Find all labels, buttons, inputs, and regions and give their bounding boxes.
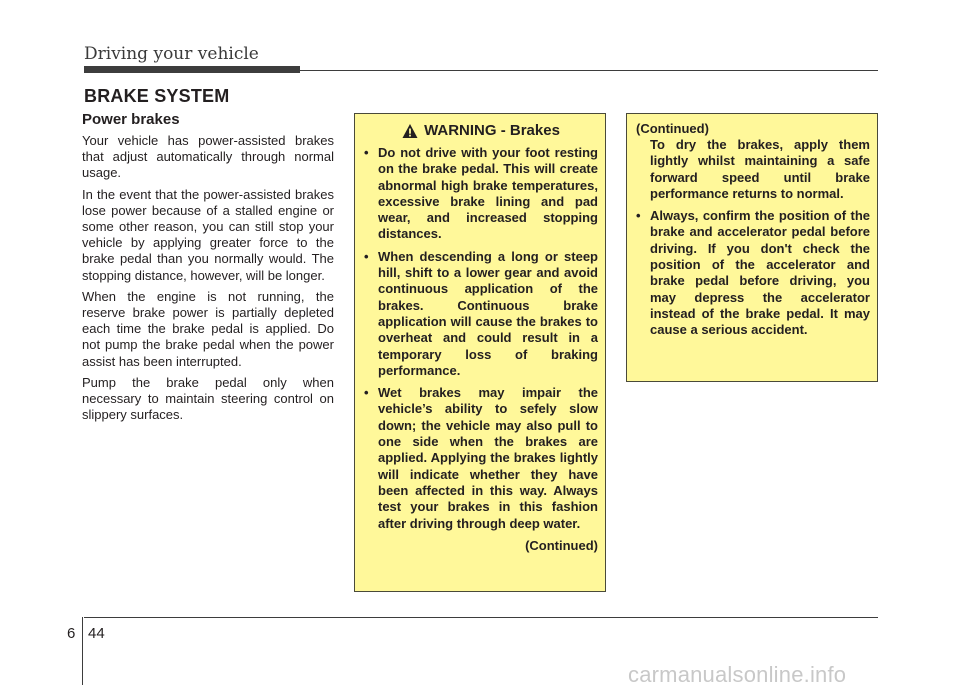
warning-item: [636, 208, 870, 338]
warning-item-text: When descending a long or steep hill, shift to a lower gear and avoid continuous application of the brakes. Continuous brake application will cause the brakes to overheat and could result in a temporary loss of braking performance.: [378, 248, 598, 378]
warning-box-continued: [626, 113, 878, 382]
subheading-power-brakes: Power brakes: [82, 111, 180, 128]
header-title: Driving your vehicle: [84, 44, 259, 64]
warning-item: [364, 145, 598, 243]
continued-label: (Continued): [636, 121, 709, 136]
warning-box: [354, 113, 606, 592]
warning-item-text: Do not drive with your foot resting on the brake pedal. This will create abnormal high brake temperatures, excessive brake lining and pad wear, and increased stopping distances.: [378, 145, 598, 242]
header-rule: [300, 70, 878, 71]
warning-item: [364, 385, 598, 532]
chapter-number: 6: [67, 625, 76, 642]
bullet-mark: •: [364, 248, 369, 264]
continued-label: (Continued): [525, 537, 598, 553]
warning-item-text: Wet brakes may impair the vehicle’s ability to sefely slow down; the vehicle may also pull to one side when the brakes are applied. Applying the brakes lightly will indicate whether they have been affected in this way. Always test your brakes in this fashion after driving through deep water.: [378, 385, 598, 531]
continued-paragraph: To dry the brakes, apply them lightly whilst maintaining a safe forward speed until brake performance returns to normal.: [650, 137, 870, 201]
page-number: 44: [88, 625, 105, 642]
warning-triangle-icon: [402, 123, 418, 139]
bullet-mark: •: [636, 208, 641, 224]
footer-rule: [84, 617, 878, 618]
power-brakes-column: [82, 111, 334, 428]
paragraph: In the event that the power-assisted brakes lose power because of a stalled engine or some other reason, you can still stop your vehicle by applying greater force to the brake pedal than you normally would. The stopping distance, however, will be longer.: [82, 186, 334, 283]
warning-title: WARNING - Brakes: [424, 122, 560, 139]
watermark: carmanualsonline.info: [628, 662, 847, 687]
warning-item: [364, 249, 598, 379]
bullet-mark: •: [364, 385, 369, 401]
header-bar: [84, 66, 300, 73]
paragraph: Pump the brake pedal only when necessary to maintain steering control on slippery surfaces.: [82, 374, 334, 423]
bullet-mark: •: [364, 145, 369, 160]
warning-heading: [364, 122, 598, 139]
paragraph: Your vehicle has power-assisted brakes that adjust automatically through normal usage.: [82, 133, 334, 181]
warning-item-text: Always, confirm the position of the brake and accelerator pedal before driving. If you don't check the position of the accelerator and brake pedal before driving, you may depress the accelerator instead of the brake pedal. It may cause a serious accident.: [650, 208, 870, 338]
section-title: BRAKE SYSTEM: [84, 86, 230, 106]
paragraph: When the engine is not running, the reserve brake power is partially depleted each time the brake pedal is applied. Do not pump the brake pedal when the power assist has been interrupted.: [82, 288, 334, 369]
footer-divider: [82, 617, 83, 685]
